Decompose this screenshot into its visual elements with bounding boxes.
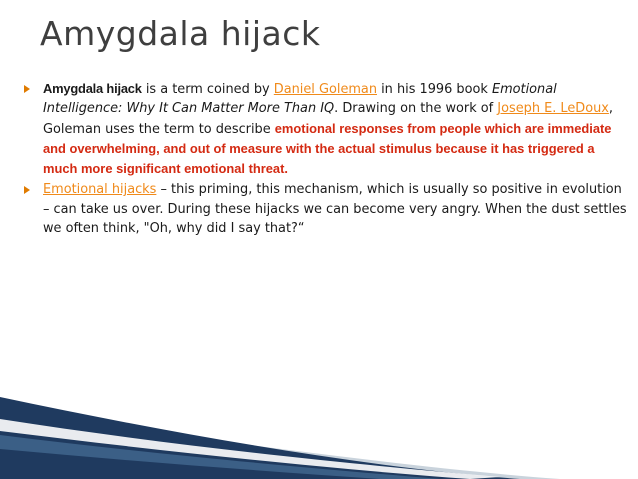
bullet-list <box>0 79 638 239</box>
book-title: Emotional Intelligence: Why It Can Matter More Than IQ <box>43 82 557 117</box>
bullet1-text-part3: . Drawing on the work of <box>334 101 498 117</box>
triangle-bullet-icon <box>24 186 30 194</box>
bullet1-text-part4: , Goleman uses the term to describe <box>43 101 614 137</box>
bullet1-text-part2: in his 1996 book <box>377 82 492 97</box>
link-emotional-hijacks[interactable]: Emotional hijacks <box>43 182 157 198</box>
bullet-item-emotional-hijacks <box>0 180 638 238</box>
emphasis-definition: emotional responses from people which are immediate and overwhelming, and out of measure with the actual stimulus because it has triggered a much more significant emotional threat. <box>43 120 612 177</box>
corner-decoration <box>0 389 638 479</box>
slide-title: Amygdala hijack <box>40 14 321 53</box>
bullet2-text: – this priming, this mechanism, which is usually so positive in evolution – can take us over. During these hijacks we can become very angry. When the dust settles we often think, "Oh, why did I say that?“ <box>43 182 627 237</box>
link-daniel-goleman[interactable]: Daniel Goleman <box>273 82 377 97</box>
term-amygdala-hijack: Amygdala hijack <box>43 81 142 96</box>
triangle-bullet-icon <box>24 85 30 93</box>
link-joseph-ledoux[interactable]: Joseph E. LeDoux <box>497 101 609 117</box>
bullet-item-amygdala-hijack <box>0 79 638 179</box>
bullet1-text-part1: is a term coined by <box>141 82 274 97</box>
